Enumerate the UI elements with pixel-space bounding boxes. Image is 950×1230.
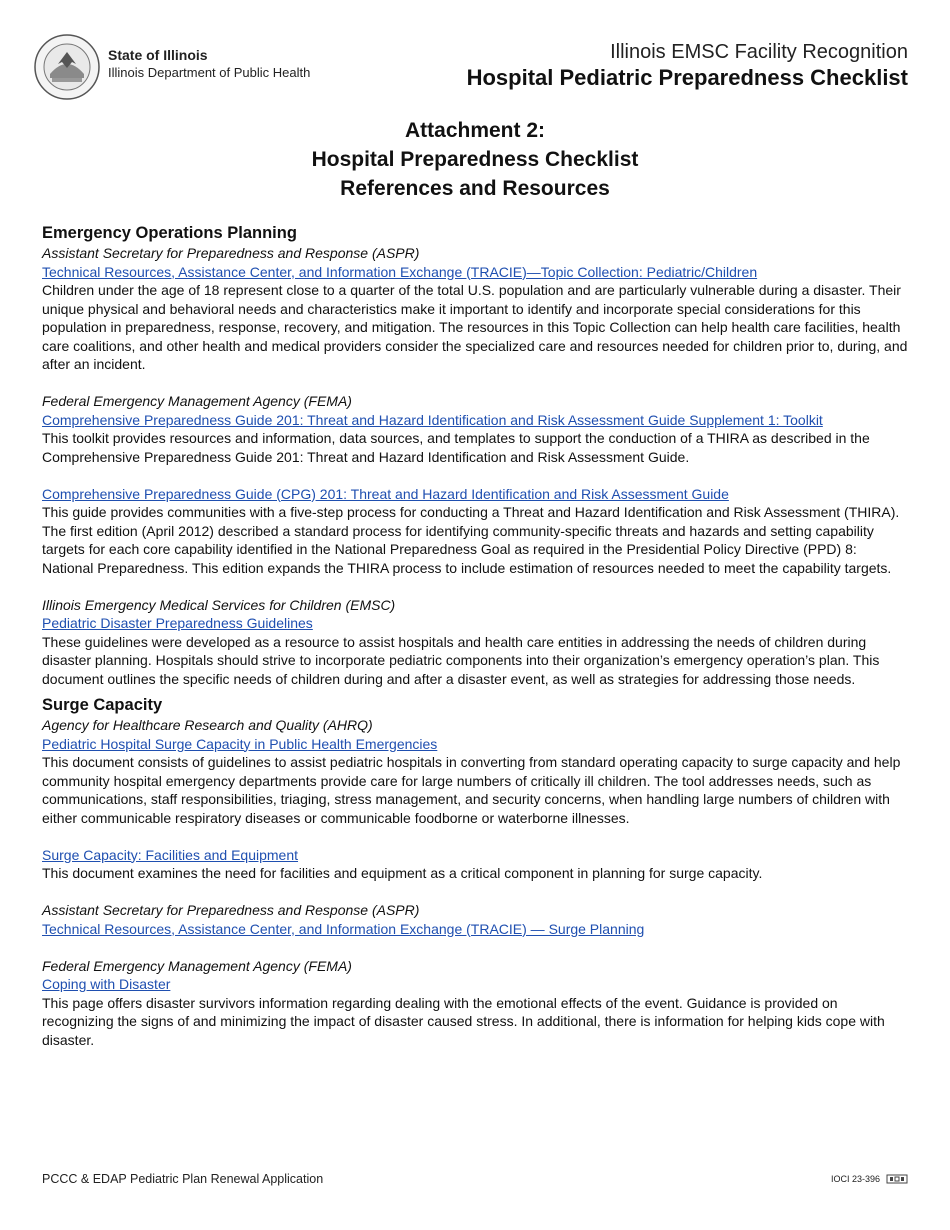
org-fema: Federal Emergency Management Agency (FEMA): [42, 393, 352, 409]
link-surge-facilities[interactable]: Surge Capacity: Facilities and Equipment: [42, 846, 299, 863]
printer-logo-icon: [886, 1173, 908, 1185]
footer-code-text: IOCI 23-396: [830, 1174, 880, 1184]
org-aspr: Assistant Secretary for Preparedness and Response (ASPR): [42, 245, 420, 261]
header-line-1: Illinois EMSC Facility Recognition: [610, 41, 908, 63]
link-cpg201-toolkit[interactable]: Comprehensive Preparedness Guide 201: Threat and Hazard Identification and Risk Assessment Guide Supplement 1: Toolkit: [42, 411, 823, 428]
footer-application-name: PCCC & EDAP Pediatric Plan Renewal Application: [42, 1172, 324, 1186]
agency-state: State of Illinois: [108, 47, 208, 63]
link-pediatric-disaster-guidelines[interactable]: Pediatric Disaster Preparedness Guidelines: [42, 615, 313, 631]
link-tracie-surge-planning[interactable]: Technical Resources, Assistance Center, and Information Exchange (TRACIE) — Surge Planning: [42, 920, 645, 937]
page-header: [0, 0, 950, 110]
org-aspr-surge: Assistant Secretary for Preparedness and Response (ASPR): [42, 902, 420, 918]
link-tracie-pediatric[interactable]: Technical Resources, Assistance Center, and Information Exchange (TRACIE)—Topic Collection: Pediatric/Children: [42, 263, 758, 280]
desc-pediatric-surge-capacity: This document consists of guidelines to assist pediatric hospitals in converting from standard operating capacity to surge capacity and help community hospital emergency departments provide care for large numbers of critically ill children. The tool addresses needs, such as communications, staff responsibilities, triaging, stress management, and security concerns, when handling large numbers of children with either communicable respiratory diseases or communicable foodborne or waterborne illnesses.: [42, 754, 901, 826]
link-pediatric-surge-capacity[interactable]: Pediatric Hospital Surge Capacity in Public Health Emergencies: [42, 735, 438, 752]
desc-pediatric-disaster-guidelines: These guidelines were developed as a resource to assist hospitals and health care entities in addressing the needs of children during disaster planning. Hospitals should strive to incorporate pediatric components into their organization’s emergency operation’s plan. This document outlines the specific needs of children during and after a disaster event, as well as strategies for addressing those needs.: [42, 633, 880, 687]
org-ahrq: Agency for Healthcare Research and Quality (AHRQ): [42, 717, 373, 733]
title-line-1: Attachment 2:: [404, 119, 546, 142]
document-title: [0, 116, 950, 203]
org-emsc: Illinois Emergency Medical Services for Children (EMSC): [42, 596, 396, 613]
desc-cpg201-toolkit: This toolkit provides resources and information, data sources, and templates to support the conduction of a THIRA as described in the Comprehensive Preparedness Guide 201: Threat and Hazard Identification and Risk Assessment Guide.: [42, 430, 870, 465]
link-cpg201-guide[interactable]: Comprehensive Preparedness Guide (CPG) 201: Threat and Hazard Identification and Risk Assessment Guide: [42, 485, 729, 502]
title-line-3: References and Resources: [340, 177, 610, 200]
title-line-2: Hospital Preparedness Checklist: [311, 148, 639, 171]
org-fema-surge: Federal Emergency Management Agency (FEMA): [42, 957, 352, 974]
desc-coping-with-disaster: This page offers disaster survivors information regarding dealing with the emotional effects of the event. Guidance is provided on recognizing the signs of and minimizing the impact of disaster caused stress. In additional, there is information for helping kids cope with disaster.: [42, 994, 885, 1048]
illinois-seal-icon: [34, 34, 100, 100]
header-line-2: Hospital Pediatric Preparedness Checklist: [466, 65, 908, 90]
footer-code: [831, 1173, 908, 1185]
section-heading-surge: Surge Capacity: [42, 696, 163, 714]
desc-cpg201-guide: This guide provides communities with a five-step process for conducting a Threat and Hazard Identification and Risk Assessment (THIRA). The first edition (April 2012) described a standard process for identifying community-specific threats and hazards and setting capability targets for each core capability identified in the National Preparedness Goal as required in the Presidential Policy Directive (PPD) 8: National Preparedness. This edition expands the THIRA process to include estimation of resources needed to meet the capability targets.: [42, 504, 900, 576]
desc-tracie-pediatric: Children under the age of 18 represent close to a quarter of the total U.S. population and are particularly vulnerable during a disaster. Their unique physical and behavioral needs and characteristics make it important to identify and incorporate special considerations for this population in preparedness, response, recovery, and mitigation. The resources in this Topic Collection can help health care facilities, health care coalitions, and other health and medical providers consider the specialized care and resources needed for children prior to, during, and after an incident.: [42, 282, 908, 372]
section-heading-eop: Emergency Operations Planning: [42, 224, 297, 242]
header-title: [467, 40, 908, 92]
link-coping-with-disaster[interactable]: Coping with Disaster: [42, 976, 171, 992]
agency-dept: Illinois Department of Public Health: [108, 65, 311, 80]
document-body: [42, 222, 910, 1049]
desc-surge-facilities: This document examines the need for facilities and equipment as a critical component in planning for surge capacity.: [42, 865, 763, 881]
agency-name: [108, 47, 310, 81]
